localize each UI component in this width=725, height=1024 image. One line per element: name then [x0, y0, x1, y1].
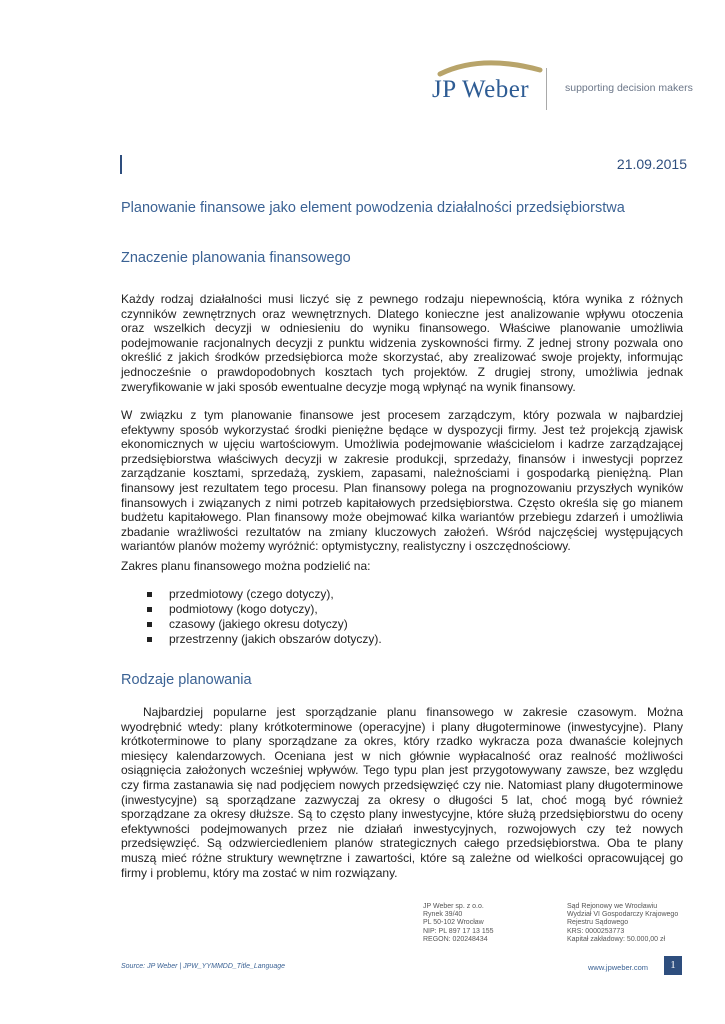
- source-note: Source: JP Weber | JPW_YYMMDD_Title_Language: [121, 963, 285, 970]
- bullet-icon: [147, 607, 152, 612]
- paragraph-4: Najbardziej popularne jest sporządzanie planu finansowego w zakresie czasowym. Można wyodrębnić wtedy: plany krótkoterminowe (operacyjne) i plany długoterminowe (inwestycyjne). Plany krótkoterminowe to plany sporządzane za okres, który rzadko wykracza poza dwanaście kolejnych miesięcy kalendarzowych. Oceniana jest w nich głównie wypłacalność oraz realność możliwości osiągnięcia założonych wcześniej wpływów. Tego typu plan jest przygotowywany zawsze, bez względu czy firma zastanawia się nad podjęciem nowych przedsięwzięć czy nie. Natomiast plany długoterminowe (inwestycyjne) są sporządzane zazwyczaj za okresy o długości 5 lat, choć mogą być również sporządzane za okresy dłuższe. Są to często plany inwestycyjne, które służą przedsiębiorstwu do oceny efektywności podejmowanych przez nie działań inwestycyjnych, rozwojowych czy też nowych przedsięwzięć. Są odzwierciedleniem planów strategicznych całego przedsiębiorstwa. Oba te plany muszą mieć różne struktury wewnętrzne i zawartości, które są zależne od wielkości opracowującej go firmy i problemu, który ma zostać w nim rozwiązany.: [121, 705, 683, 880]
- logo-tagline: supporting decision makers: [565, 82, 693, 94]
- list-item: przedmiotowy (czego dotyczy),: [147, 587, 382, 602]
- list-item: przestrzenny (jakich obszarów dotyczy).: [147, 632, 382, 647]
- page-number: 1: [664, 956, 682, 975]
- paragraph-2: W związku z tym planowanie finansowe jest procesem zarządczym, który pozwala w najbardziej efektywny sposób wykorzystać środki pieniężne będące w dyspozycji firmy. Jest też projekcją zjawisk ekonomicznych w ujęciu wartościowym. Umożliwia podejmowanie właścicielom i kadrze zarządzającej przedsiębiorstwa właściwych decyzji w zakresie produkcji, sprzedaży, finansów i inwestycji poprzez zarządzanie kosztami, sprzedażą, zyskiem, zapasami, należnościami i gospodarką pieniężną. Plan finansowy jest rezultatem tego procesu. Plan finansowy polega na prognozowaniu przyszłych wyników finansowych i związanych z nimi potrzeb kapitałowych przedsiębiorstwa. Często określa się go mianem budżetu kapitałowego. Plan finansowy może obejmować kilka wariantów przebiegu zdarzeń i umożliwia zbadanie wrażliwości rezultatów na zmiany kluczowych założeń. Wśród najczęściej występujących wariantów planów możemy wyróżnić: optymistyczny, realistyczny i oszczędnościowy.: [121, 408, 683, 554]
- paragraph-1: Każdy rodzaj działalności musi liczyć się z pewnego rodzaju niepewnością, która wynika z różnych czynników zewnętrznych oraz wewnętrznych. Dlatego konieczne jest analizowanie wpływu otoczenia oraz wszelkich decyzji w odniesieniu do wyniku finansowego. Właściwe planowanie umożliwia podejmowanie racjonalnych decyzji z punktu widzenia zyskowności firmy. Z jednej strony pozwala ono określić z jakich środków przedsiębiorca może skorzystać, aby zrealizować swoje projekty, informując jednocześnie o prawdopodobnych kosztach tych projektów. Z drugiej strony, umożliwia jednak zweryfikowanie w jaki sposób ewentualne decyzje mogą wpłynąć na wynik finansowy.: [121, 292, 683, 394]
- section-heading-significance: Znaczenie planowania finansowego: [121, 250, 351, 266]
- document-title: Planowanie finansowe jako element powodzenia działalności przedsiębiorstwa: [121, 200, 625, 216]
- document-date: 21.09.2015: [616, 156, 687, 172]
- logo-divider: [546, 68, 547, 110]
- list-item: podmiotowy (kogo dotyczy),: [147, 602, 382, 617]
- bullet-icon: [147, 637, 152, 642]
- bullet-icon: [147, 622, 152, 627]
- company-address: JP Weber sp. z o.o. Rynek 39/40 PL 50-102 Wrocław NIP: PL 897 17 13 155 REGON: 020248434: [423, 903, 494, 943]
- list-item: czasowy (jakiego okresu dotyczy): [147, 617, 382, 632]
- logo-name: JP Weber: [432, 76, 530, 103]
- date-accent-bar: [120, 155, 122, 174]
- section-heading-types: Rodzaje planowania: [121, 672, 252, 688]
- logo-arc-icon: [436, 56, 546, 78]
- plan-scope-list: [147, 587, 382, 647]
- website-link[interactable]: www.jpweber.com: [588, 963, 649, 972]
- paragraph-3: Zakres planu finansowego można podzielić na:: [121, 559, 371, 573]
- company-logo: [430, 56, 693, 112]
- bullet-icon: [147, 592, 152, 597]
- court-registration: Sąd Rejonowy we Wrocławiu Wydział VI Gospodarczy Krajowego Rejestru Sądowego KRS: 0000253773 Kapitał zakładowy: 50.000,00 zł: [567, 903, 679, 943]
